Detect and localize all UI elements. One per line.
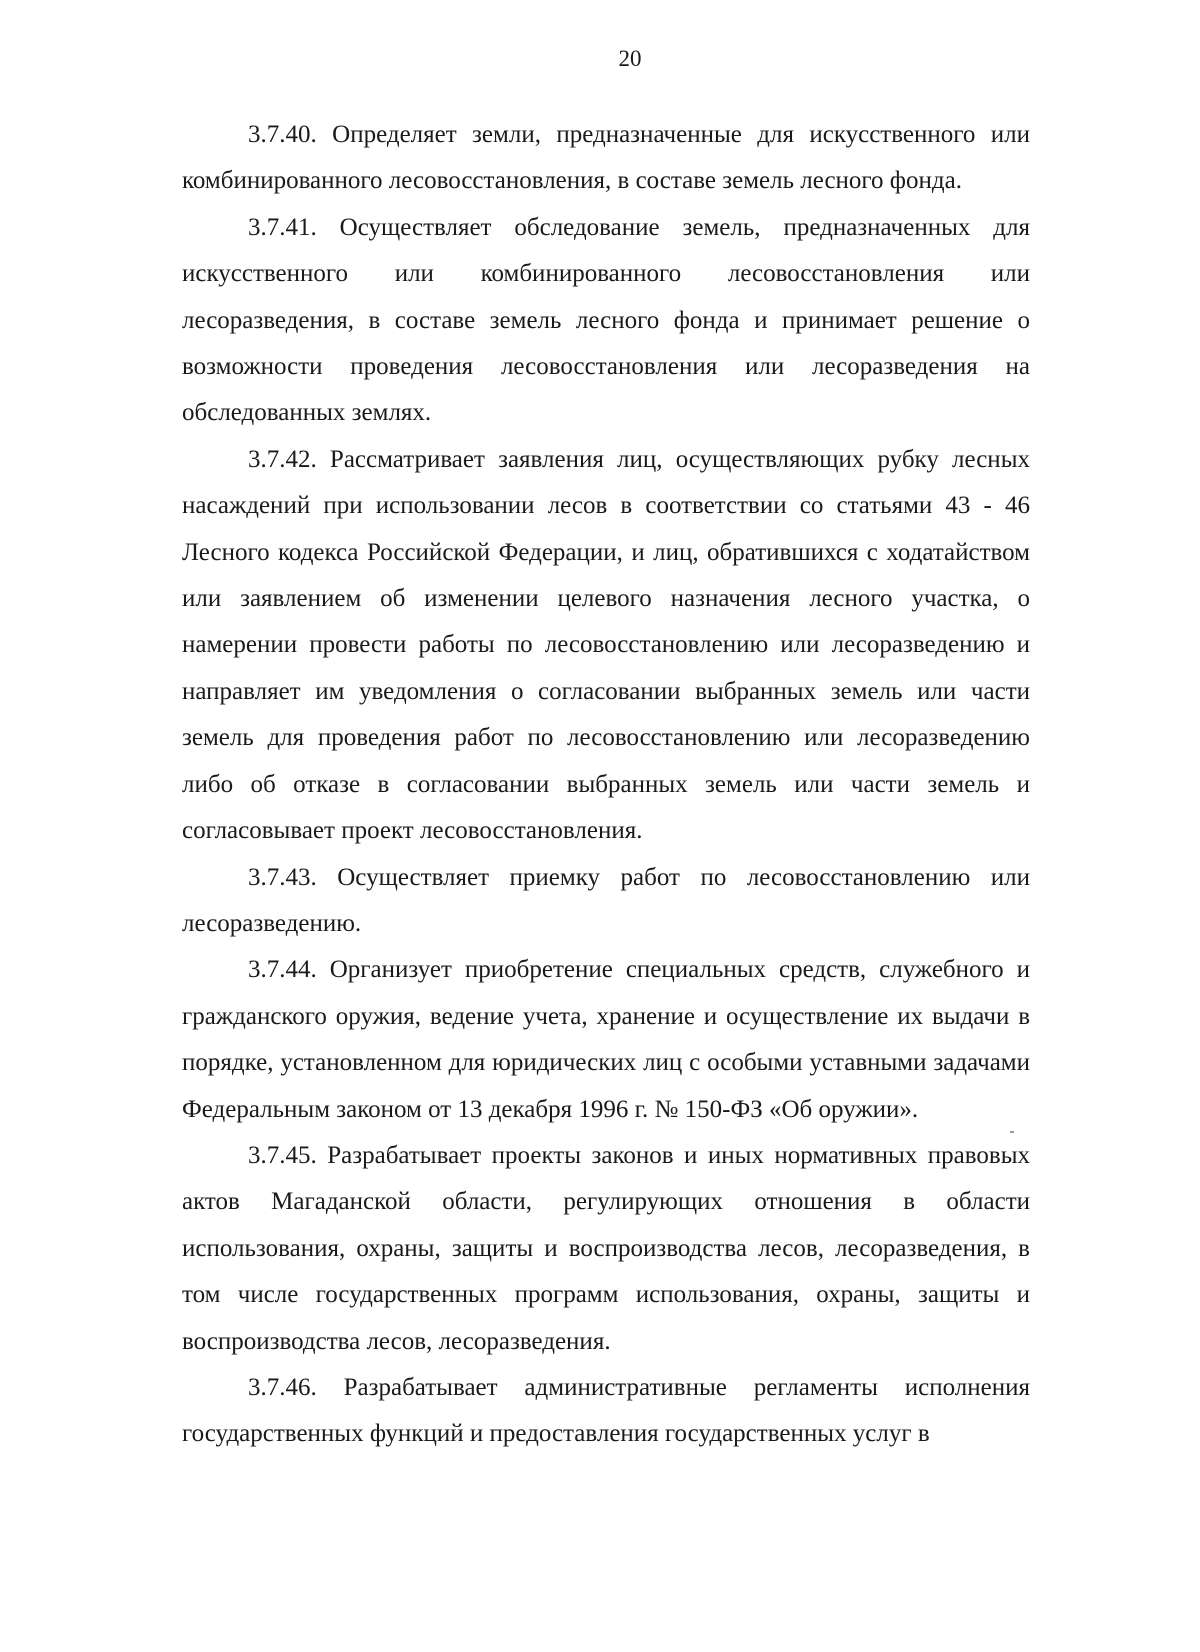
page-number: 20 [618, 46, 642, 71]
paragraph-3-7-44: 3.7.44. Организует приобретение специальных средств, служебного и гражданского оружия, ведение учета, хранение и осуществление их выдачи в порядке, установленном для юридических лиц с особыми уставными задачами Федеральным законом от 13 декабря 1996 г. № 150-ФЗ «Об оружии». [182, 956, 1030, 1123]
scan-speck [1010, 1131, 1014, 1133]
document-body [182, 112, 1030, 1458]
paragraph-3-7-40: 3.7.40. Определяет земли, предназначенные для искусственного или комбинированного лесовосстановления, в составе земель лесного фонда. [182, 121, 1030, 195]
paragraph-3-7-45: 3.7.45. Разрабатывает проекты законов и иных нормативных правовых актов Магаданской области, регулирующих отношения в области использования, охраны, защиты и воспроизводства лесов, лесоразведения, в том числе государственных программ использования, охраны, защиты и воспроизводства лесов, лесоразведения. [182, 1141, 1030, 1355]
paragraph-3-7-42: 3.7.42. Рассматривает заявления лиц, осуществляющих рубку лесных насаждений при использовании лесов в соответствии со статьями 43 - 46 Лесного кодекса Российской Федерации, и лиц, обратившихся с ходатайством или заявлением об изменении целевого назначения лесного участка, о намерении провести работы по лесовосстановлению или лесоразведению и направляет им уведомления о согласовании выбранных земель или части земель для проведения работ по лесовосстановлению или лесоразведению либо об отказе в согласовании выбранных земель или части земель и согласовывает проект лесовосстановления. [182, 445, 1030, 845]
paragraph-3-7-46: 3.7.46. Разрабатывает административные регламенты исполнения государственных функций и предоставления государственных услуг в [182, 1373, 1030, 1448]
paragraph-3-7-43: 3.7.43. Осуществляет приемку работ по лесовосстановлению или лесоразведению. [182, 863, 1030, 937]
paragraph-3-7-41: 3.7.41. Осуществляет обследование земель, предназначенных для искусственного или комбинированного лесовосстановления или лесоразведения, в составе земель лесного фонда и принимает решение о возможности проведения лесовосстановления или лесоразведения на обследованных землях. [182, 213, 1030, 427]
